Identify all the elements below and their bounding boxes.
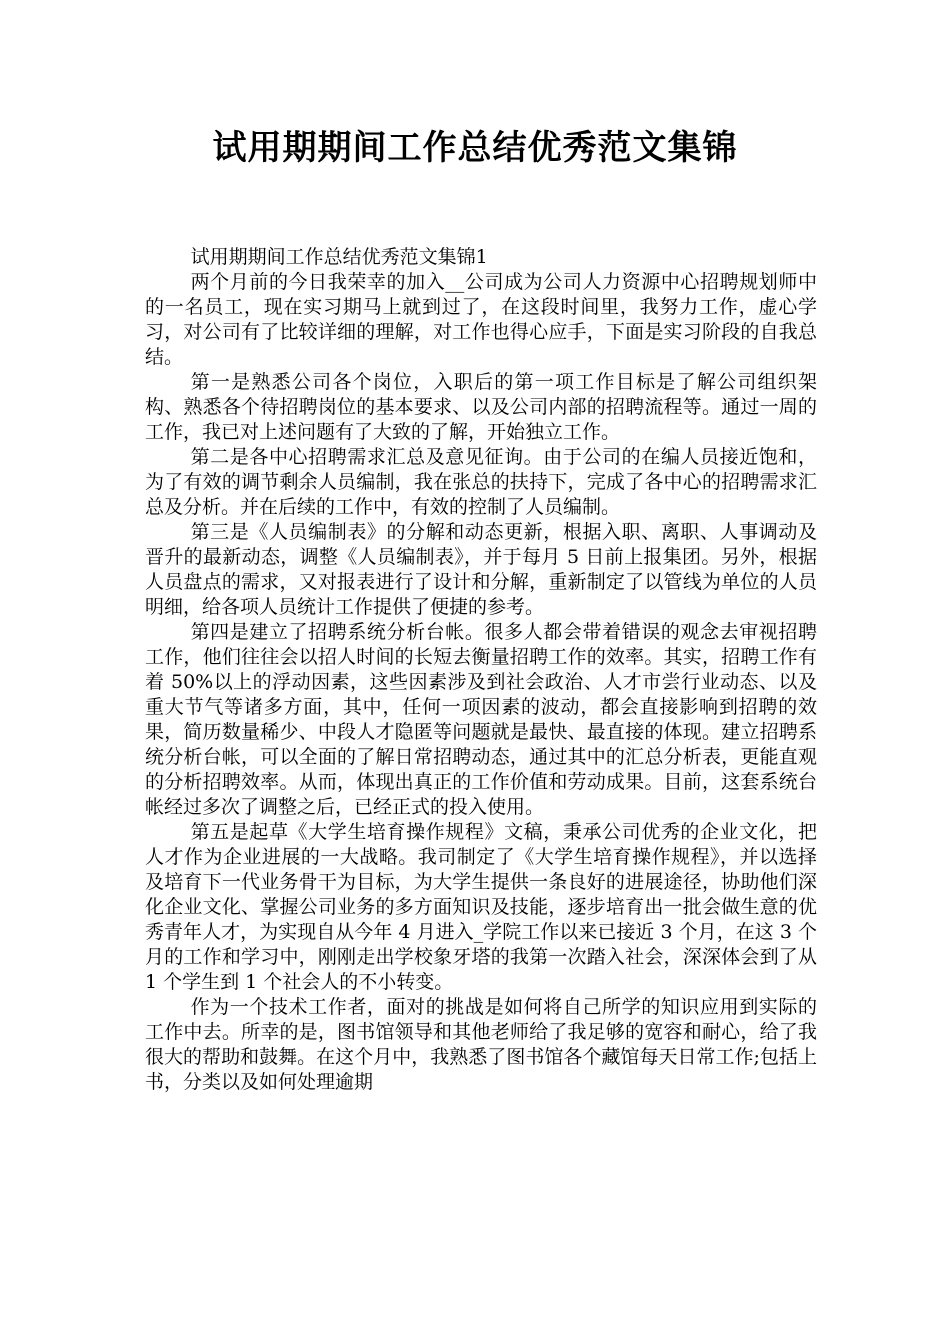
document-body <box>145 245 817 1095</box>
paragraph-second: 第二是各中心招聘需求汇总及意见征询。由于公司的在编人员接近饱和，为了有效的调节剩余人员编制，我在张总的扶持下，完成了各中心的招聘需求汇总及分析。并在后续的工作中，有效的控制了人员编制。 <box>145 446 817 518</box>
paragraph-fifth: 第五是起草《大学生培育操作规程》文稿，秉承公司优秀的企业文化，把人才作为企业进展的一大战略。我司制定了《大学生培育操作规程》，并以选择及培育下一代业务骨干为目标，为大学生提供一条良好的进展途径，协助他们深化企业文化、掌握公司业务的多方面知识及技能，逐步培育出一批会做生意的优秀青年人才，为实现自从今年 4 月进入_学院工作以来已接近 3 个月，在这 3 个月的工作和学习中，刚刚走出学校象牙塔的我第一次踏入社会，深深体会到了从 1 个学生到 1 个社会人的不小转变。 <box>145 821 817 993</box>
paragraph-third: 第三是《人员编制表》的分解和动态更新，根据入职、离职、人事调动及晋升的最新动态，调整《人员编制表》，并于每月 5 日前上报集团。另外，根据人员盘点的需求，又对报表进行了设计和分解，重新制定了以管线为单位的人员明细，给各项人员统计工作提供了便捷的参考。 <box>145 521 817 618</box>
paragraph-intro: 两个月前的今日我荣幸的加入__公司成为公司人力资源中心招聘规划师中的一名员工，现在实习期马上就到过了，在这段时间里，我努力工作，虚心学习，对公司有了比较详细的理解，对工作也得心应手，下面是实习阶段的自我总结。 <box>145 271 817 368</box>
paragraph-fourth: 第四是建立了招聘系统分析台帐。很多人都会带着错误的观念去审视招聘工作，他们往往会以招人时间的长短去衡量招聘工作的效率。其实，招聘工作有着 50%以上的浮动因素，这些因素涉及到社会政治、人才市尝行业动态、以及重大节气等诸多方面，其中，任何一项因素的波动，都会直接影响到招聘的效果，简历数量稀少、中段人才隐匿等问题就是最快、最直接的体现。建立招聘系统分析台帐，可以全面的了解日常招聘动态，通过其中的汇总分析表，更能直观的分析招聘效率。从而，体现出真正的工作价值和劳动成果。目前，这套系统台帐经过多次了调整之后，已经正式的投入使用。 <box>145 621 817 818</box>
paragraph-technical: 作为一个技术工作者，面对的挑战是如何将自己所学的知识应用到实际的工作中去。所幸的是，图书馆领导和其他老师给了我足够的宽容和耐心，给了我很大的帮助和鼓舞。在这个月中，我熟悉了图书馆各个藏馆每天日常工作;包括上书，分类以及如何处理逾期 <box>145 996 817 1093</box>
section-heading: 试用期期间工作总结优秀范文集锦1 <box>190 246 488 268</box>
paragraph-first: 第一是熟悉公司各个岗位，入职后的第一项工作目标是了解公司组织架构、熟悉各个待招聘岗位的基本要求、以及公司内部的招聘流程等。通过一周的工作，我已对上述问题有了大致的了解，开始独立工作。 <box>145 371 817 443</box>
document-title: 试用期期间工作总结优秀范文集锦 <box>212 128 738 168</box>
